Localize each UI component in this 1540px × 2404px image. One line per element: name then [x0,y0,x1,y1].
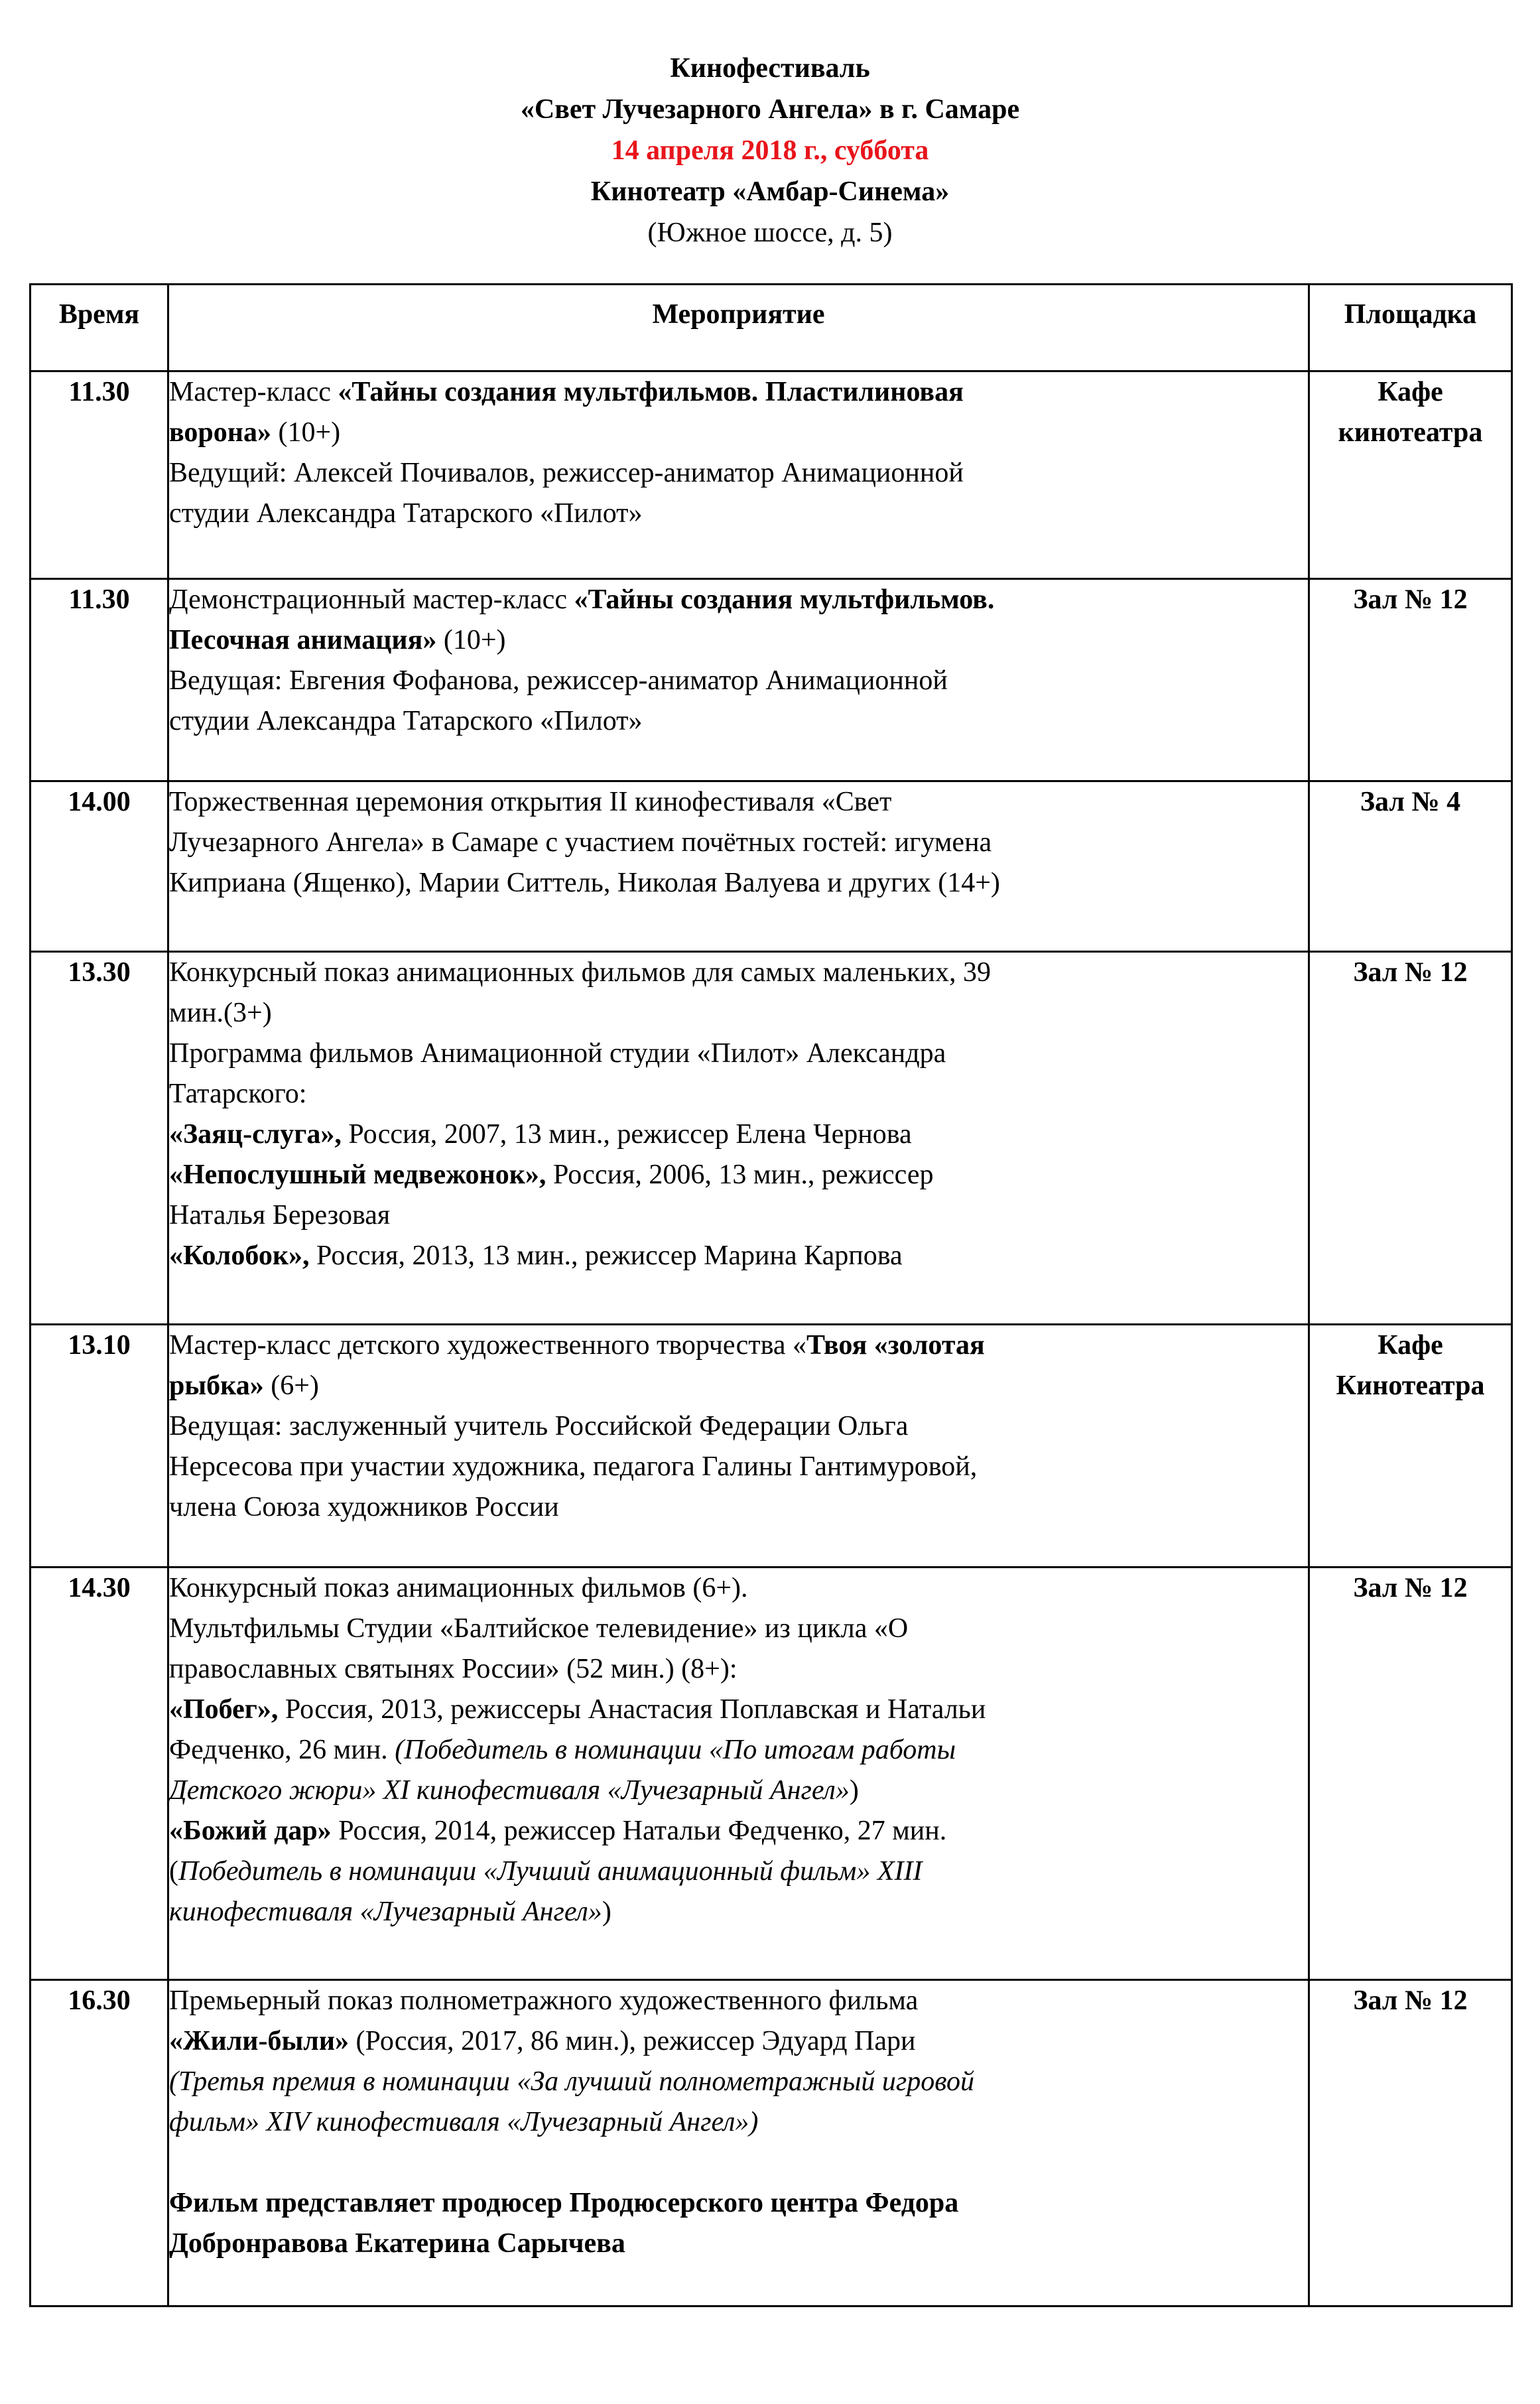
event-text-line [169,1851,1308,1892]
festival-label: Кинофестиваль [670,53,870,84]
event-text-fragment: «Тайны создания мультфильмов. [574,584,995,615]
cinema-name: Кинотеатр «Амбар-Синема» [590,176,950,207]
event-text-line [169,372,1308,413]
event-text-fragment: Наталья Березовая [169,1200,391,1231]
event-text-fragment: Нерсесова при участии художника, педагога Галины Гантимуровой, [169,1451,978,1482]
venue-line: Кафе [1378,1330,1443,1361]
row-venue [1309,1980,1512,2306]
event-text-line [169,413,1308,453]
event-text-fragment: Мастер-класс детского художественного творчества « [169,1330,807,1361]
event-text-fragment: «Побег», [169,1694,279,1725]
event-date: 14 апреля 2018 г., суббота [611,135,929,166]
event-text-fragment: Торжественная церемония открытия II кинофестиваля «Свет [169,787,892,817]
venue-line: Кинотеатра [1336,1370,1485,1401]
row-time: 13.30 [31,952,168,1325]
event-text-fragment: «Жили-были» [169,2026,350,2056]
row-event [168,1980,1309,2306]
venue-line: Зал № 12 [1353,1573,1468,1603]
event-text-fragment: кинофестиваля «Лучезарный Ангел» [169,1897,602,1927]
row-time: 13.10 [31,1325,168,1568]
event-text-line [169,823,1308,863]
event-text-fragment: (6+) [263,1370,319,1401]
event-text-line [169,1325,1308,1366]
event-text-line [169,661,1308,701]
event-text-fragment: студии Александра Татарского «Пилот» [169,498,643,529]
event-text-fragment: «Непослушный медвежонок», [169,1160,546,1190]
event-text-fragment: Детского жюри» XI кинофестиваля «Лучезарный Ангел» [169,1775,850,1806]
event-text-fragment: Татарского: [169,1079,307,1109]
event-text-fragment: Демонстрационный мастер-класс [169,584,574,615]
row-time: 11.30 [31,579,168,781]
event-text-fragment: Премьерный показ полнометражного художественного фильма [169,1985,919,2016]
column-header-event: Мероприятие [168,285,1309,371]
event-text-line [169,1770,1308,1811]
festival-title: «Свет Лучезарного Ангела» в г. Самаре [520,94,1020,125]
event-text-line [169,453,1308,494]
event-text-fragment: Россия, 2014, режиссер Натальи Федченко, 27 мин. [331,1816,947,1846]
row-time: 11.30 [31,371,168,579]
event-text-line [169,701,1308,742]
event-text-fragment: «Тайны создания мультфильмов. Пластилиновая [338,377,964,407]
event-text-fragment: (Россия, 2017, 86 мин.), режиссер Эдуард Пари [349,2026,916,2056]
row-venue [1309,781,1512,952]
event-text-fragment: Программа фильмов Анимационной студии «Пилот» Александра [169,1038,946,1069]
event-text-line [169,1155,1308,1195]
event-text-fragment: Федченко, 26 мин. [169,1735,395,1765]
column-header-time: Время [31,285,168,371]
event-text-fragment: члена Союза художников России [169,1492,559,1522]
row-time: 14.00 [31,781,168,952]
event-text-fragment: ) [849,1775,859,1806]
event-text-line [169,1649,1308,1690]
venue-line: Кафе [1378,377,1443,407]
event-text-fragment: фильм» XIV кинофестиваля «Лучезарный Ангел») [169,2107,759,2137]
event-text-fragment: Песочная анимация» [169,625,437,655]
event-text-line [169,1074,1308,1114]
event-text-line [169,1366,1308,1406]
column-header-venue: Площадка [1309,285,1512,371]
event-text-fragment: (Третья премия в номинации «За лучший полнометражный игровой [169,2066,974,2097]
schedule-row [31,579,1512,781]
event-text-line [169,620,1308,661]
schedule-body [31,371,1512,2306]
event-text-fragment: Ведущий: Алексей Почивалов, режиссер-аниматор Анимационной [169,458,964,488]
event-text-fragment: рыбка» [169,1370,264,1401]
event-text-line [169,580,1308,620]
event-text-line [169,2021,1308,2062]
event-text-fragment: Мастер-класс [169,377,338,407]
venue-line: Зал № 12 [1353,584,1468,615]
event-text-line [169,1690,1308,1730]
event-text-fragment: Россия, 2007, 13 мин., режиссер Елена Чернова [341,1119,912,1150]
event-text-fragment: «Заяц-слуга», [169,1119,342,1150]
venue-line: Зал № 12 [1353,1985,1468,2016]
event-text-line [169,1195,1308,1236]
event-text-line [169,953,1308,993]
row-venue [1309,371,1512,579]
schedule-row [31,781,1512,952]
event-text-fragment: Твоя «золотая [806,1330,985,1361]
event-text-line [169,1406,1308,1447]
event-text-line [169,1981,1308,2021]
event-text-line [169,1114,1308,1155]
schedule-row [31,1980,1512,2306]
row-event [168,952,1309,1325]
event-text-fragment: Ведущая: заслуженный учитель Российской Федерации Ольга [169,1411,909,1441]
event-text-line [169,1034,1308,1074]
schedule-table [29,283,1513,2307]
schedule-row [31,1325,1512,1568]
row-time: 14.30 [31,1568,168,1980]
event-text-line [169,993,1308,1034]
event-text-line [169,2224,1308,2264]
event-text-fragment: Лучезарного Ангела» в Самаре с участием почётных гостей: игумена [169,827,992,858]
event-text-fragment: Фильм представляет продюсер Продюсерского центра Федора [169,2188,959,2218]
event-text-fragment: ) [602,1897,611,1927]
event-text-fragment: Россия, 2013, 13 мин., режиссер Марина Карпова [309,1240,903,1271]
event-text-line [169,2062,1308,2102]
event-text-line [169,1447,1308,1487]
venue-line: Зал № 12 [1353,957,1468,988]
event-text-fragment: (10+) [436,625,506,655]
event-text-line [169,1609,1308,1649]
event-text-line [169,2102,1308,2143]
row-venue [1309,952,1512,1325]
venue-line: Зал № 4 [1360,787,1461,817]
schedule-row [31,952,1512,1325]
event-text-fragment: Победитель в номинации «Лучший анимационный фильм» XIII [178,1856,923,1887]
event-text-fragment: православных святынях России» (52 мин.) (8+): [169,1654,738,1684]
event-text-fragment: (10+) [271,417,341,448]
event-text-fragment: (Победитель в номинации «По итогам работы [395,1735,956,1765]
event-text-fragment: Ведущая: Евгения Фофанова, режиссер-аниматор Анимационной [169,665,948,696]
event-text-fragment: Добронравова Екатерина Сарычева [169,2228,625,2259]
row-event [168,1568,1309,1980]
event-text-fragment: ворона» [169,417,271,448]
event-text-line [169,1487,1308,1528]
event-text-line [169,2143,1308,2183]
event-text-fragment: «Колобок», [169,1240,310,1271]
row-venue [1309,1568,1512,1980]
event-text-fragment: Киприана (Ященко), Марии Ситтель, Николая Валуева и других (14+) [169,868,1000,898]
row-event [168,1325,1309,1568]
event-text-fragment: Конкурсный показ анимационных фильмов для самых маленьких, 39 [169,957,992,988]
event-text-fragment: Россия, 2006, 13 мин., режиссер [546,1160,934,1190]
event-text-fragment: Конкурсный показ анимационных фильмов (6+). [169,1573,748,1603]
event-text-line [169,1811,1308,1851]
event-text-fragment: Мультфильмы Студии «Балтийское телевидение» из цикла «О [169,1613,909,1644]
cinema-address: (Южное шоссе, д. 5) [647,218,893,248]
event-text-line [169,2183,1308,2224]
document-header [0,48,1540,253]
event-text-line [169,1730,1308,1770]
event-text-line [169,782,1308,823]
event-text-line [169,1236,1308,1276]
row-time: 16.30 [31,1980,168,2306]
event-text-fragment: «Божий дар» [169,1816,332,1846]
event-text-fragment: ( [169,1856,178,1887]
row-event [168,781,1309,952]
venue-line: кинотеатра [1338,417,1483,448]
event-text-line [169,1568,1308,1609]
row-venue [1309,579,1512,781]
row-event [168,579,1309,781]
row-venue [1309,1325,1512,1568]
table-header-row [31,285,1512,371]
event-text-line [169,863,1308,903]
schedule-row [31,371,1512,579]
row-event [168,371,1309,579]
schedule-row [31,1568,1512,1980]
event-text-fragment: студии Александра Татарского «Пилот» [169,706,643,736]
event-text-fragment: Россия, 2013, режиссеры Анастасия Поплавская и Натальи [278,1694,986,1725]
event-text-fragment: мин.(3+) [169,998,272,1028]
event-text-line [169,1892,1308,1932]
event-text-line [169,494,1308,534]
